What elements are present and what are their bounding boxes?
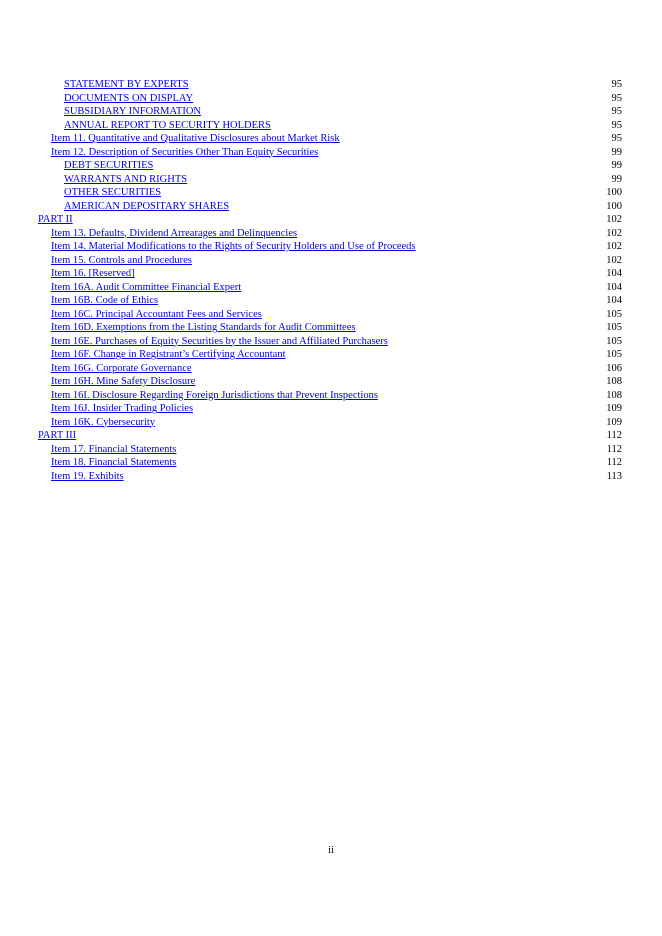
- toc-page-number: 112: [606, 443, 622, 455]
- toc-page-number: 95: [611, 133, 622, 144]
- toc-row: [38, 321, 622, 335]
- toc-row: [38, 227, 622, 241]
- toc-row: [38, 456, 622, 470]
- toc-page-number: 105: [606, 335, 622, 347]
- toc-item-14-link[interactable]: Item 14. Material Modifications to the Rights of Security Holders and Use of Proceeds: [51, 241, 416, 252]
- toc-row: [38, 402, 622, 416]
- toc-page-number: 109: [606, 416, 622, 428]
- toc-row: [38, 348, 622, 362]
- toc-item-15-link[interactable]: Item 15. Controls and Procedures: [51, 254, 192, 266]
- toc-page-number: 100: [606, 187, 622, 198]
- toc-american-depositary-shares-link[interactable]: AMERICAN DEPOSITARY SHARES: [64, 200, 230, 212]
- toc-page-number: 112: [606, 457, 622, 468]
- toc-page-number: 102: [606, 227, 622, 239]
- toc-page-number: 105: [606, 308, 622, 320]
- toc-page-number: 95: [611, 79, 622, 90]
- toc-page-number: 95: [611, 119, 622, 131]
- toc-row: [38, 92, 622, 106]
- toc-statement-by-experts-link[interactable]: STATEMENT BY EXPERTS: [64, 79, 189, 90]
- toc-page-number: 95: [611, 106, 622, 117]
- toc-item-16i-link[interactable]: Item 16I. Disclosure Regarding Foreign Jurisdictions that Prevent Inspections: [51, 389, 378, 401]
- toc-row: [38, 78, 622, 92]
- toc-page-number: 104: [606, 281, 622, 293]
- toc-page-number: 99: [611, 173, 622, 185]
- toc-page-number: 102: [606, 214, 622, 225]
- toc-item-16f-link[interactable]: Item 16F. Change in Registrant’s Certifying Accountant: [51, 349, 286, 360]
- toc-row: [38, 281, 622, 295]
- toc-row: [38, 429, 622, 443]
- toc-row: [38, 186, 622, 200]
- toc-row: [38, 375, 622, 389]
- toc-page-number: 106: [606, 362, 622, 374]
- toc-warrants-and-rights-link[interactable]: WARRANTS AND RIGHTS: [64, 173, 188, 185]
- toc-item-11-link[interactable]: Item 11. Quantitative and Qualitative Disclosures about Market Risk: [51, 133, 340, 144]
- toc-page-number: 104: [606, 295, 622, 306]
- toc-page-number: 108: [606, 389, 622, 401]
- toc-item-16d-link[interactable]: Item 16D. Exemptions from the Listing Standards for Audit Committees: [51, 322, 356, 333]
- toc-row: [38, 159, 622, 173]
- toc-item-16c-link[interactable]: Item 16C. Principal Accountant Fees and Services: [51, 308, 262, 320]
- toc-row: [38, 105, 622, 119]
- table-of-contents: [38, 78, 622, 483]
- toc-debt-securities-link[interactable]: DEBT SECURITIES: [64, 160, 154, 171]
- toc-row: [38, 294, 622, 308]
- toc-row: [38, 470, 622, 484]
- toc-row: [38, 443, 622, 457]
- toc-documents-on-display-link[interactable]: DOCUMENTS ON DISPLAY: [64, 92, 194, 104]
- toc-row: [38, 146, 622, 160]
- toc-row: [38, 389, 622, 403]
- toc-item-12-link[interactable]: Item 12. Description of Securities Other Than Equity Securities: [51, 146, 319, 158]
- page-number: ii: [328, 845, 334, 856]
- toc-page-number: 99: [611, 146, 622, 158]
- toc-item-19-link[interactable]: Item 19. Exhibits: [51, 470, 124, 482]
- toc-page-number: 108: [606, 376, 622, 387]
- toc-page-number: 105: [606, 349, 622, 360]
- toc-item-16h-link[interactable]: Item 16H. Mine Safety Disclosure: [51, 376, 196, 387]
- toc-row: [38, 213, 622, 227]
- toc-part-iii-link[interactable]: PART III: [38, 430, 77, 441]
- toc-page-number: 102: [606, 241, 622, 252]
- toc-item-13-link[interactable]: Item 13. Defaults, Dividend Arrearages and Delinquencies: [51, 227, 298, 239]
- toc-part-ii-link[interactable]: PART II: [38, 214, 73, 225]
- toc-row: [38, 119, 622, 133]
- toc-row: [38, 254, 622, 268]
- toc-row: [38, 308, 622, 322]
- toc-item-17-link[interactable]: Item 17. Financial Statements: [51, 443, 177, 455]
- toc-page-number: 112: [606, 430, 622, 441]
- toc-page-number: 102: [606, 254, 622, 266]
- toc-page-number: 100: [606, 200, 622, 212]
- toc-item-16k-link[interactable]: Item 16K. Cybersecurity: [51, 416, 156, 428]
- toc-row: [38, 267, 622, 281]
- toc-item-16e-link[interactable]: Item 16E. Purchases of Equity Securities by the Issuer and Affiliated Purchasers: [51, 335, 388, 347]
- toc-item-16g-link[interactable]: Item 16G. Corporate Governance: [51, 362, 192, 374]
- toc-page-number: 99: [611, 160, 622, 171]
- toc-page-number: 95: [611, 92, 622, 104]
- toc-row: [38, 132, 622, 146]
- toc-annual-report-link[interactable]: ANNUAL REPORT TO SECURITY HOLDERS: [64, 119, 271, 131]
- toc-page-number: 104: [606, 268, 622, 279]
- toc-item-18-link[interactable]: Item 18. Financial Statements: [51, 457, 177, 468]
- toc-row: [38, 240, 622, 254]
- toc-row: [38, 416, 622, 430]
- toc-item-16a-link[interactable]: Item 16A. Audit Committee Financial Expert: [51, 281, 242, 293]
- toc-page-number: 109: [606, 403, 622, 414]
- toc-item-16b-link[interactable]: Item 16B. Code of Ethics: [51, 295, 159, 306]
- toc-item-16-link[interactable]: Item 16. [Reserved]: [51, 268, 135, 279]
- toc-row: [38, 362, 622, 376]
- toc-page-number: 113: [606, 470, 622, 482]
- toc-page-number: 105: [606, 322, 622, 333]
- toc-item-16j-link[interactable]: Item 16J. Insider Trading Policies: [51, 403, 194, 414]
- toc-row: [38, 335, 622, 349]
- toc-other-securities-link[interactable]: OTHER SECURITIES: [64, 187, 162, 198]
- toc-subsidiary-information-link[interactable]: SUBSIDIARY INFORMATION: [64, 106, 202, 117]
- toc-row: [38, 200, 622, 214]
- toc-row: [38, 173, 622, 187]
